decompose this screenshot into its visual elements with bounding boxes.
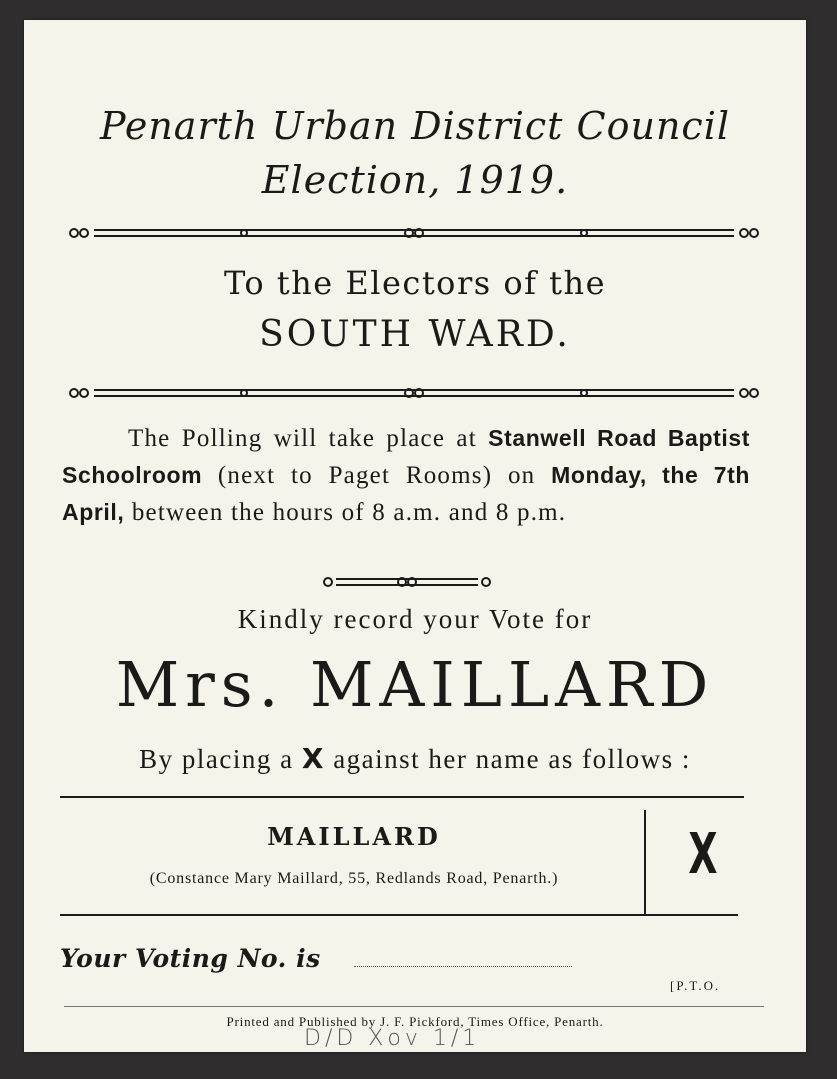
- polling-venue-note: (next to Paget Rooms) on: [217, 462, 536, 489]
- ornamental-rule-middle: [64, 386, 764, 400]
- polling-paragraph: [62, 420, 750, 531]
- candidate-name: Mrs. MAILLARD: [115, 648, 715, 721]
- archive-reference: D/D Xov 1/1: [304, 1026, 481, 1051]
- voting-number-label: Your Voting No. is: [60, 944, 321, 973]
- footer-rule: [64, 1006, 764, 1007]
- ballot-x-mark: X: [688, 822, 718, 887]
- ballot-divider: [644, 810, 646, 914]
- ballot-bottom-rule: [60, 914, 738, 916]
- ballot-top-rule: [60, 796, 744, 798]
- ward-heading: SOUTH WARD.: [259, 314, 571, 355]
- pto-note: [P.T.O.: [670, 978, 721, 993]
- polling-hours: between the hours of 8 a.m. and 8 p.m.: [131, 499, 567, 526]
- election-leaflet: [24, 20, 806, 1052]
- ballot-candidate-detail: (Constance Mary Maillard, 55, Redlands Road, Penarth.): [149, 870, 559, 887]
- electors-heading: To the Electors of the: [223, 264, 607, 302]
- printer-imprint: Printed and Published by J. F. Pickford, Times Office, Penarth.: [226, 1014, 604, 1029]
- placing-pre: By placing a: [139, 744, 294, 774]
- placing-instruction: [24, 742, 806, 775]
- title-line-2: Election, 1919.: [261, 158, 569, 202]
- ornamental-rule-top: [64, 226, 764, 240]
- ballot-candidate-name: MAILLARD: [267, 822, 441, 851]
- polling-date: Monday, the 7th April,: [62, 462, 751, 525]
- vote-request: Kindly record your Vote for: [237, 604, 593, 634]
- placing-post: against her name as follows :: [333, 744, 691, 774]
- title-line-1: Penarth Urban District Council: [99, 104, 731, 148]
- voting-number-blank: [354, 966, 572, 967]
- ornamental-rule-short: [322, 576, 492, 588]
- polling-intro: The Polling will take place at: [128, 425, 477, 452]
- polling-venue: Stanwell Road Baptist Schoolroom: [62, 425, 750, 488]
- placing-x-mark: X: [301, 742, 325, 775]
